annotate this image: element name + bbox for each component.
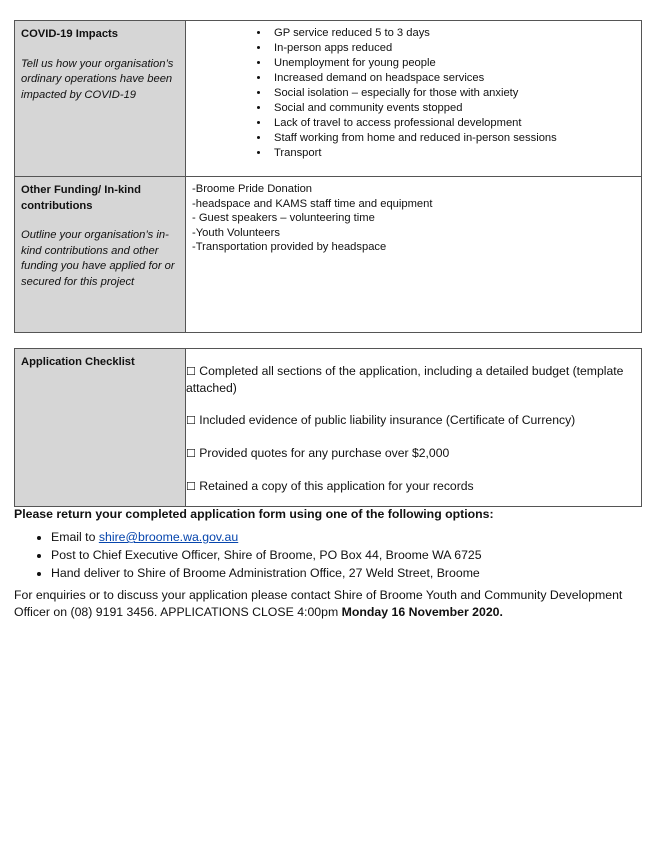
checkbox-icon[interactable]: ☐	[186, 447, 196, 460]
enquiries-body: For enquiries or to discuss your application please contact Shire of Broome Youth and Community Development Officer on (08) 9191 3456. APPLICATIONS CLOSE 4:00pm	[14, 588, 623, 619]
checkbox-icon[interactable]: ☐	[186, 480, 196, 493]
list-item: • GP service reduced 5 to 3 days	[270, 26, 635, 41]
funding-line: -Transportation provided by headspace	[192, 241, 387, 253]
list-item: • Lack of travel to access professional development	[270, 116, 635, 131]
close-date: Monday 16 November 2020.	[341, 605, 503, 619]
covid-row	[15, 21, 642, 177]
funding-label-cell	[15, 177, 186, 333]
enquiries-text	[14, 587, 644, 621]
checklist-item-label: Provided quotes for any purchase over $2,000	[199, 446, 450, 460]
covid-value-cell	[186, 21, 642, 177]
covid-description: Tell us how your organisation’s ordinary operations have been impacted by COVID-19	[21, 57, 174, 101]
email-link[interactable]: shire@broome.wa.gov.au	[98, 530, 239, 544]
covid-title: COVID-19 Impacts	[21, 28, 118, 40]
list-item: • In-person apps reduced	[270, 41, 635, 56]
return-option-hand: • Hand deliver to Shire of Broome Administration Office, 27 Weld Street, Broome	[51, 564, 482, 582]
checklist-label-cell	[15, 349, 186, 507]
checklist-item	[186, 412, 637, 429]
list-item: • Unemployment for young people	[270, 56, 635, 71]
funding-value-cell	[186, 177, 642, 333]
funding-line: -Broome Pride Donation	[192, 183, 313, 195]
application-table	[14, 20, 642, 333]
funding-title: Other Funding/ In-kind contributions	[21, 184, 141, 212]
return-option-email	[51, 528, 482, 546]
return-option-post: • Post to Chief Executive Officer, Shire of Broome, PO Box 44, Broome WA 6725	[51, 546, 482, 564]
checkbox-icon[interactable]: ☐	[186, 414, 196, 427]
list-item: • Transport	[270, 146, 635, 161]
checklist-item-label: Retained a copy of this application for your records	[199, 479, 474, 493]
funding-line: - Guest speakers – volunteering time	[192, 212, 375, 224]
email-prefix: Email to	[51, 530, 99, 544]
funding-description: Outline your organisation’s in-kind contributions and other funding you have applied for or secured for this project	[21, 229, 175, 288]
funding-row	[15, 177, 642, 333]
return-options-list	[14, 528, 482, 582]
checklist-item	[186, 478, 637, 495]
checkbox-icon[interactable]: ☐	[186, 365, 196, 378]
list-item: • Social and community events stopped	[270, 101, 635, 116]
checklist-item	[186, 445, 637, 462]
covid-label-cell	[15, 21, 186, 177]
checklist-value-cell	[186, 349, 642, 507]
checklist-item-label: Completed all sections of the application, including a detailed budget (template attached)	[186, 364, 624, 395]
checklist-title: Application Checklist	[21, 356, 135, 368]
list-item: • Social isolation – especially for those with anxiety	[270, 86, 635, 101]
checklist-row	[15, 349, 642, 507]
list-item: • Increased demand on headspace services	[270, 71, 635, 86]
return-heading: Please return your completed application form using one of the following options:	[14, 507, 494, 521]
funding-line: -Youth Volunteers	[192, 226, 280, 239]
funding-line: -headspace and KAMS staff time and equipment	[192, 197, 433, 210]
list-item: • Staff working from home and reduced in-person sessions	[270, 131, 635, 146]
checklist-item-label: Included evidence of public liability insurance (Certificate of Currency)	[199, 413, 576, 427]
checklist-table	[14, 348, 642, 507]
covid-impacts-list	[192, 26, 635, 161]
checklist-item	[186, 363, 637, 396]
